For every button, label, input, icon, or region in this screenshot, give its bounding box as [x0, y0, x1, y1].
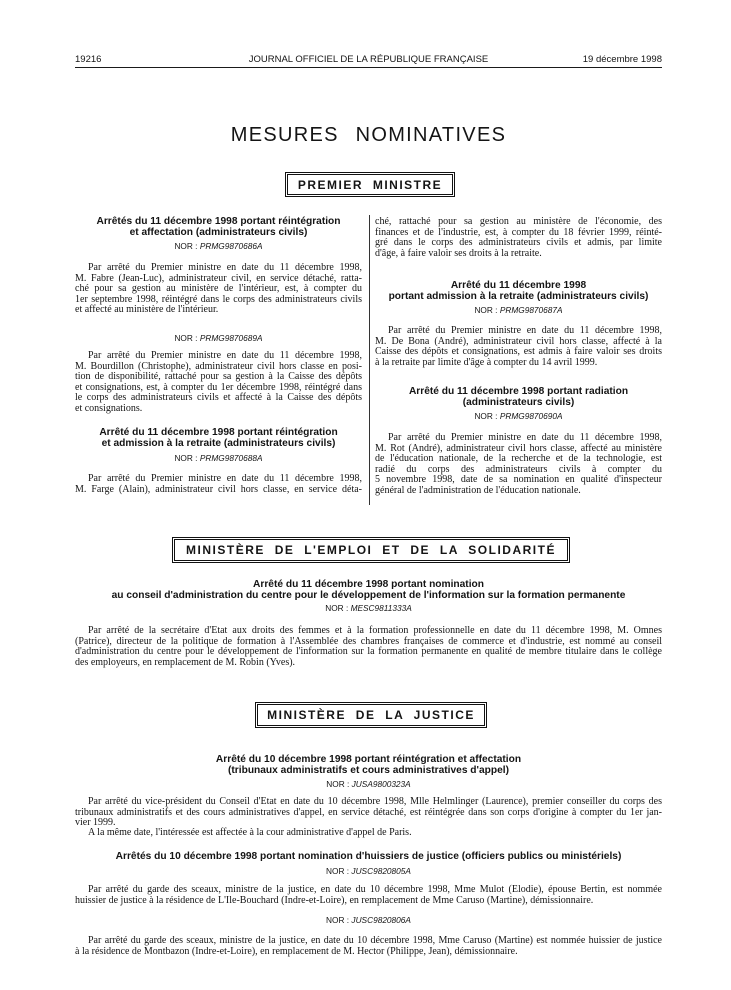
text-line: d'âge, à faire valoir ses droits à la retraite. [375, 247, 542, 259]
text-line: radié du corps des administrateurs civils à compter du [375, 463, 662, 475]
nor-label: NOR : [474, 411, 498, 421]
nor-code: JUSC9820806A [351, 915, 411, 925]
text-line: ché, rattaché pour sa gestion au ministère de l'économie, des [375, 216, 662, 227]
arrete-heading [75, 754, 662, 776]
text-line: à la résidence de Montbazon (Indre-et-Loire), en remplacement de M. Hector (Philippe, Jean), démissionnaire. [75, 945, 518, 957]
text-line: tribunaux administratifs et des cours administratives d'appel, en service détaché, est réintégrée dans son corps d'origine à compter du 1er jan- [75, 806, 662, 818]
heading-line: Arrêté du 11 décembre 1998 portant réintégration [99, 427, 338, 438]
nor-reference [75, 779, 662, 789]
section-box-premier-ministre [285, 172, 455, 197]
nor-label: NOR : [326, 866, 350, 876]
text-line: Par arrêté du Premier ministre en date du 11 décembre 1998, [88, 473, 362, 484]
heading-line: (administrateurs civils) [462, 397, 575, 408]
arrete-text [75, 263, 362, 316]
arrete-heading [375, 386, 662, 408]
arrete-text [75, 936, 662, 957]
arrete-heading [75, 216, 362, 238]
nor-reference [75, 241, 362, 251]
nor-code: PRMG9870690A [499, 411, 563, 421]
nor-reference [75, 866, 662, 876]
text-line: ché pour sa gestion au ministère de l'intérieur, est, à compter du [75, 283, 362, 294]
text-line: M. Rot (André), administrateur civil hors classe, affecté au ministère [375, 442, 662, 454]
text-line: M. Farge (Alain), administrateur civil hors classe, en service déta- [75, 483, 362, 495]
arrete-text [75, 351, 362, 414]
section-box-emploi-solidarite [172, 537, 570, 563]
heading-line: Arrêté du 11 décembre 1998 portant nomination [253, 579, 484, 590]
text-line: M. Bourdillon (Christophe), administrateur civil hors classe en posi- [75, 360, 362, 372]
arrete-text [75, 626, 662, 668]
text-line: vier 1999. [75, 817, 116, 828]
text-line: huissier de justice à la résidence de L'Ile-Bouchard (Indre-et-Loire), en remplacement de Mme Caruso (Martine), démissionnaire. [75, 894, 594, 906]
heading-line: Arrêté du 11 décembre 1998 [450, 280, 587, 291]
heading-line: Arrêtés du 11 décembre 1998 portant réintégration [96, 216, 341, 227]
section-label: PREMIER MINISTRE [297, 177, 443, 192]
text-line: M. De Bona (André), administrateur civil hors classe, affecté à la [375, 335, 662, 347]
nor-code: PRMG9870688A [199, 453, 263, 463]
arrete-text [75, 828, 662, 839]
nor-code: PRMG9870686A [199, 241, 263, 251]
text-line: 1er septembre 1998, réintégré dans le corps des administrateurs civils [75, 293, 362, 305]
text-line: d'administration du centre pour le développement de l'information sur la formation permanente en qualité de membre titulaire dans le collège [75, 646, 662, 657]
nor-reference [75, 603, 662, 613]
arrete-heading [375, 280, 662, 302]
column-divider [369, 215, 370, 505]
header-rule [75, 67, 662, 68]
text-line: 5 novembre 1998, date de sa nomination en qualité d'inspecteur [375, 474, 662, 485]
nor-label: NOR : [474, 305, 498, 315]
text-line: Caisse des dépôts et consignations, est admis à faire valoir ses droits [375, 346, 662, 357]
text-line: finances et de l'industrie, est, à compter du 18 février 1999, réinté- [375, 226, 662, 238]
text-line: à la retraite par limite d'âge à compter du 14 avril 1999. [375, 356, 598, 368]
nor-label: NOR : [326, 915, 350, 925]
journal-title: JOURNAL OFFICIEL DE LA RÉPUBLIQUE FRANÇAISE [248, 54, 489, 65]
text-line: Par arrêté du vice-président du Conseil d'Etat en date du 10 décembre 1998, Mlle Helmlinger (Laurence), premier conseiller du corps des [88, 796, 662, 807]
nor-label: NOR : [325, 603, 349, 613]
text-line: (Patrice), directeur de la politique de formation à l'Assemblée des chambres françaises de commerce et d'industrie, est nommé au conseil [75, 635, 662, 647]
nor-reference [75, 915, 662, 925]
issue-date: 19 décembre 1998 [582, 54, 662, 65]
arrete-text [75, 474, 362, 495]
arrete-text [75, 797, 662, 829]
heading-line: et affectation (administrateurs civils) [129, 227, 308, 238]
nor-label: NOR : [174, 453, 198, 463]
text-line: des employeurs, en remplacement de M. Robin (Yves). [75, 656, 296, 668]
text-line: général de l'administration de l'éducation nationale. [375, 484, 581, 496]
text-line: et consignations. [75, 402, 143, 414]
nor-code: PRMG9870689A [199, 333, 263, 343]
text-line: et affecté au ministère de l'intérieur. [75, 304, 219, 315]
heading-line: Arrêté du 10 décembre 1998 portant réintégration et affectation [215, 754, 522, 765]
text-line: Par arrêté du Premier ministre en date du 11 décembre 1998, [88, 350, 362, 361]
nor-reference [375, 305, 662, 315]
heading-line: (tribunaux administratifs et cours administratives d'appel) [228, 765, 509, 776]
arrete-text [75, 885, 662, 906]
text-line: gré dans le corps des administrateurs civils et admis, par limite [375, 237, 662, 248]
text-line: M. Fabre (Jean-Luc), administrateur civil, en service détaché, ratta- [75, 272, 362, 284]
nor-code: JUSC9820805A [351, 866, 411, 876]
nor-label: NOR : [174, 241, 198, 251]
nor-reference [75, 333, 362, 343]
arrete-text [375, 326, 662, 368]
heading-line: portant admission à la retraite (administrateurs civils) [388, 291, 649, 302]
nor-reference [75, 453, 362, 463]
text-line: Par arrêté du Premier ministre en date du 11 décembre 1998, [388, 325, 662, 336]
text-line: le corps des administrateurs civils et affecté à la Caisse des dépôts [75, 392, 362, 403]
arrete-text [375, 433, 662, 496]
text-line: Par arrêté du Premier ministre en date du 11 décembre 1998, [88, 262, 362, 273]
text-line: tion de disponibilité, rattaché pour sa gestion à la Caisse des dépôts [75, 371, 362, 382]
section-box-justice [255, 702, 487, 728]
arrete-text-continued [375, 217, 662, 259]
text-line: de l'éducation nationale, de la recherche et de la technologie, est [375, 453, 662, 464]
arrete-heading [75, 851, 662, 862]
text-line: Par arrêté du garde des sceaux, ministre de la justice, en date du 10 décembre 1998, Mme Mulot (Elodie), épouse Bertin, est nommée [88, 884, 662, 895]
text-line: A la même date, l'intéressée est affectée à la cour administrative d'appel de Paris. [88, 827, 412, 838]
arrete-heading [75, 579, 662, 601]
text-line: Par arrêté de la secrétaire d'Etat aux droits des femmes et à la formation professionnelle en date du 11 décembre 1998, M. Omnes [88, 625, 662, 636]
nor-label: NOR : [326, 779, 350, 789]
heading-line: au conseil d'administration du centre pour le développement de l'information sur la formation permanente [111, 590, 626, 601]
text-line: et consignations, est, à compter du 1er décembre 1998, réintégré dans [75, 381, 362, 393]
heading-line: et admission à la retraite (administrateurs civils) [101, 438, 336, 449]
nor-code: JUSA9800323A [351, 779, 411, 789]
page-title: MESURES NOMINATIVES [230, 124, 507, 146]
heading-line: Arrêté du 11 décembre 1998 portant radiation [408, 386, 629, 397]
nor-code: MESC9811333A [350, 603, 412, 613]
nor-label: NOR : [174, 333, 198, 343]
section-label: MINISTÈRE DE L'EMPLOI ET DE LA SOLIDARITÉ [186, 543, 556, 557]
text-line: Par arrêté du garde des sceaux, ministre de la justice, en date du 10 décembre 1998, Mme Caruso (Martine) est nommée huissier de justice [88, 935, 662, 946]
section-label: MINISTÈRE DE LA JUSTICE [267, 708, 475, 722]
nor-reference [375, 411, 662, 421]
text-line: Par arrêté du Premier ministre en date du 11 décembre 1998, [388, 432, 662, 443]
page-number: 19216 [75, 54, 102, 65]
arrete-heading [75, 427, 362, 449]
nor-code: PRMG9870687A [499, 305, 563, 315]
heading-line: Arrêtés du 10 décembre 1998 portant nomination d'huissiers de justice (officiers publics ou ministériels) [115, 851, 622, 862]
